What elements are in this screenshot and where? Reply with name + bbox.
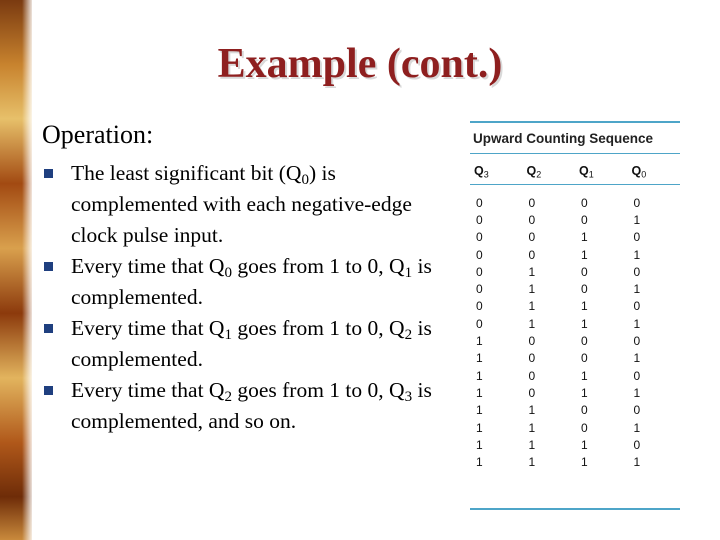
table-body bbox=[470, 185, 680, 471]
table-cell: 1 bbox=[633, 247, 641, 262]
table-cell: 0 bbox=[528, 212, 536, 227]
bullet-list bbox=[44, 158, 444, 437]
table-cell: 1 bbox=[476, 437, 483, 452]
table-cell: 1 bbox=[633, 316, 641, 331]
table-cell: 0 bbox=[476, 299, 483, 314]
table-row bbox=[470, 263, 680, 280]
table-row bbox=[470, 315, 680, 332]
table-cell: 0 bbox=[581, 351, 588, 366]
table-cell: 0 bbox=[581, 264, 588, 279]
table-cell: 0 bbox=[476, 316, 483, 331]
table-cell: 1 bbox=[581, 316, 588, 331]
column-header: $Q_0$ bbox=[631, 164, 647, 180]
table-row bbox=[470, 367, 680, 384]
bullet-square-icon bbox=[44, 324, 53, 333]
table-row bbox=[470, 436, 680, 453]
table-cell: 1 bbox=[633, 282, 641, 297]
bullet-square-icon bbox=[44, 169, 53, 178]
table-cell: 1 bbox=[528, 420, 536, 435]
bullet-item bbox=[44, 158, 444, 251]
table-row bbox=[470, 453, 680, 470]
table-cell: 0 bbox=[476, 282, 483, 297]
table-cell: 0 bbox=[581, 195, 588, 210]
bullet-text: is complemented. bbox=[71, 254, 432, 309]
table-row bbox=[470, 246, 680, 263]
table-cell: 1 bbox=[581, 230, 588, 245]
bullet-text: ) is complemented with each negative-edge clock pulse input. bbox=[71, 161, 412, 247]
table-cell: 0 bbox=[633, 403, 641, 418]
table-cell: 1 bbox=[528, 264, 536, 279]
subscript: 3 bbox=[404, 388, 413, 405]
table-cell: 1 bbox=[633, 455, 641, 470]
table-cell: 0 bbox=[476, 247, 483, 262]
subscript: 1 bbox=[224, 326, 232, 343]
table-cell: 0 bbox=[581, 282, 588, 297]
table-row bbox=[470, 350, 680, 367]
table-cell: 1 bbox=[528, 282, 536, 297]
table-cell: 1 bbox=[581, 455, 588, 470]
table-cell: 0 bbox=[633, 299, 641, 314]
table-row bbox=[470, 280, 680, 297]
table-cell: 0 bbox=[476, 195, 483, 210]
title-paren: (cont.) bbox=[386, 41, 503, 87]
table-cell: 0 bbox=[581, 334, 588, 349]
subscript: 1 bbox=[404, 264, 413, 281]
bullet-text: Every time that Q bbox=[71, 378, 225, 402]
table-cell: 1 bbox=[476, 334, 483, 349]
title-main: Example bbox=[217, 41, 377, 87]
table-cell: 0 bbox=[528, 385, 536, 400]
subscript: 2 bbox=[224, 388, 232, 405]
table-cell: 1 bbox=[528, 455, 536, 470]
column-header: $Q_1$ bbox=[579, 164, 594, 180]
table-cell: 1 bbox=[581, 385, 588, 400]
slide-title bbox=[0, 40, 720, 88]
table-cell: 0 bbox=[528, 230, 536, 245]
table-cell: 0 bbox=[528, 195, 536, 210]
table-row bbox=[470, 211, 680, 228]
table-cell: 0 bbox=[528, 334, 536, 349]
table-cell: 0 bbox=[528, 247, 536, 262]
bullet-item bbox=[44, 251, 444, 313]
bullet-text: Every time that Q bbox=[71, 254, 225, 278]
table-cell: 1 bbox=[581, 299, 588, 314]
table-cell: 1 bbox=[528, 403, 536, 418]
table-cell: 1 bbox=[581, 368, 588, 383]
table-cell: 0 bbox=[633, 334, 641, 349]
table-cell: 1 bbox=[581, 247, 588, 262]
table-title: Upward Counting Sequence bbox=[470, 123, 680, 154]
subscript: 0 bbox=[224, 264, 232, 281]
table-cell: 1 bbox=[633, 351, 641, 366]
table-cell: 0 bbox=[633, 437, 641, 452]
table-cell: 0 bbox=[581, 420, 588, 435]
table-cell: 0 bbox=[476, 230, 483, 245]
table-cell: 1 bbox=[633, 385, 641, 400]
bullet-item bbox=[44, 375, 444, 437]
table-cell: 0 bbox=[581, 212, 588, 227]
bullet-item bbox=[44, 313, 444, 375]
table-cell: 1 bbox=[476, 455, 483, 470]
table-cell: 1 bbox=[528, 437, 536, 452]
bullet-text: The least significant bit (Q bbox=[71, 161, 302, 185]
counting-table bbox=[470, 121, 680, 510]
table-row bbox=[470, 229, 680, 246]
table-cell: 0 bbox=[633, 368, 641, 383]
table-row bbox=[470, 298, 680, 315]
table-cell: 0 bbox=[581, 403, 588, 418]
bullet-text: is complemented, and so on. bbox=[71, 378, 432, 433]
bullet-text: is complemented. bbox=[71, 316, 432, 371]
subscript: 0 bbox=[301, 171, 309, 188]
table-cell: 1 bbox=[476, 420, 483, 435]
table-row bbox=[470, 402, 680, 419]
table-cell: 1 bbox=[633, 420, 641, 435]
table-cell: 0 bbox=[476, 264, 483, 279]
bullet-text: Every time that Q bbox=[71, 316, 225, 340]
table-cell: 1 bbox=[476, 351, 483, 366]
table-row bbox=[470, 194, 680, 211]
table-cell: 0 bbox=[528, 351, 536, 366]
table-cell: 1 bbox=[633, 212, 641, 227]
table-cell: 1 bbox=[476, 368, 483, 383]
table-row bbox=[470, 419, 680, 436]
table-cell: 0 bbox=[633, 264, 641, 279]
subscript: 2 bbox=[404, 326, 413, 343]
table-cell: 0 bbox=[633, 230, 641, 245]
table-cell: 1 bbox=[581, 437, 588, 452]
table-row bbox=[470, 332, 680, 349]
bullet-text: goes from 1 to 0, Q bbox=[231, 378, 405, 402]
table-header-row bbox=[470, 158, 680, 185]
column-header: $Q_2$ bbox=[526, 164, 542, 180]
bullet-text: goes from 1 to 0, Q bbox=[231, 254, 405, 278]
section-heading: Operation: bbox=[42, 120, 154, 149]
table-cell: 0 bbox=[633, 195, 641, 210]
table-cell: 0 bbox=[476, 212, 483, 227]
table-row bbox=[470, 384, 680, 401]
table-cell: 1 bbox=[528, 316, 536, 331]
column-header: $Q_3$ bbox=[474, 164, 489, 180]
table-cell: 1 bbox=[476, 403, 483, 418]
bullet-square-icon bbox=[44, 262, 53, 271]
bullet-square-icon bbox=[44, 386, 53, 395]
table-cell: 1 bbox=[476, 385, 483, 400]
bullet-text: goes from 1 to 0, Q bbox=[231, 316, 405, 340]
table-cell: 1 bbox=[528, 299, 536, 314]
table-cell: 0 bbox=[528, 368, 536, 383]
